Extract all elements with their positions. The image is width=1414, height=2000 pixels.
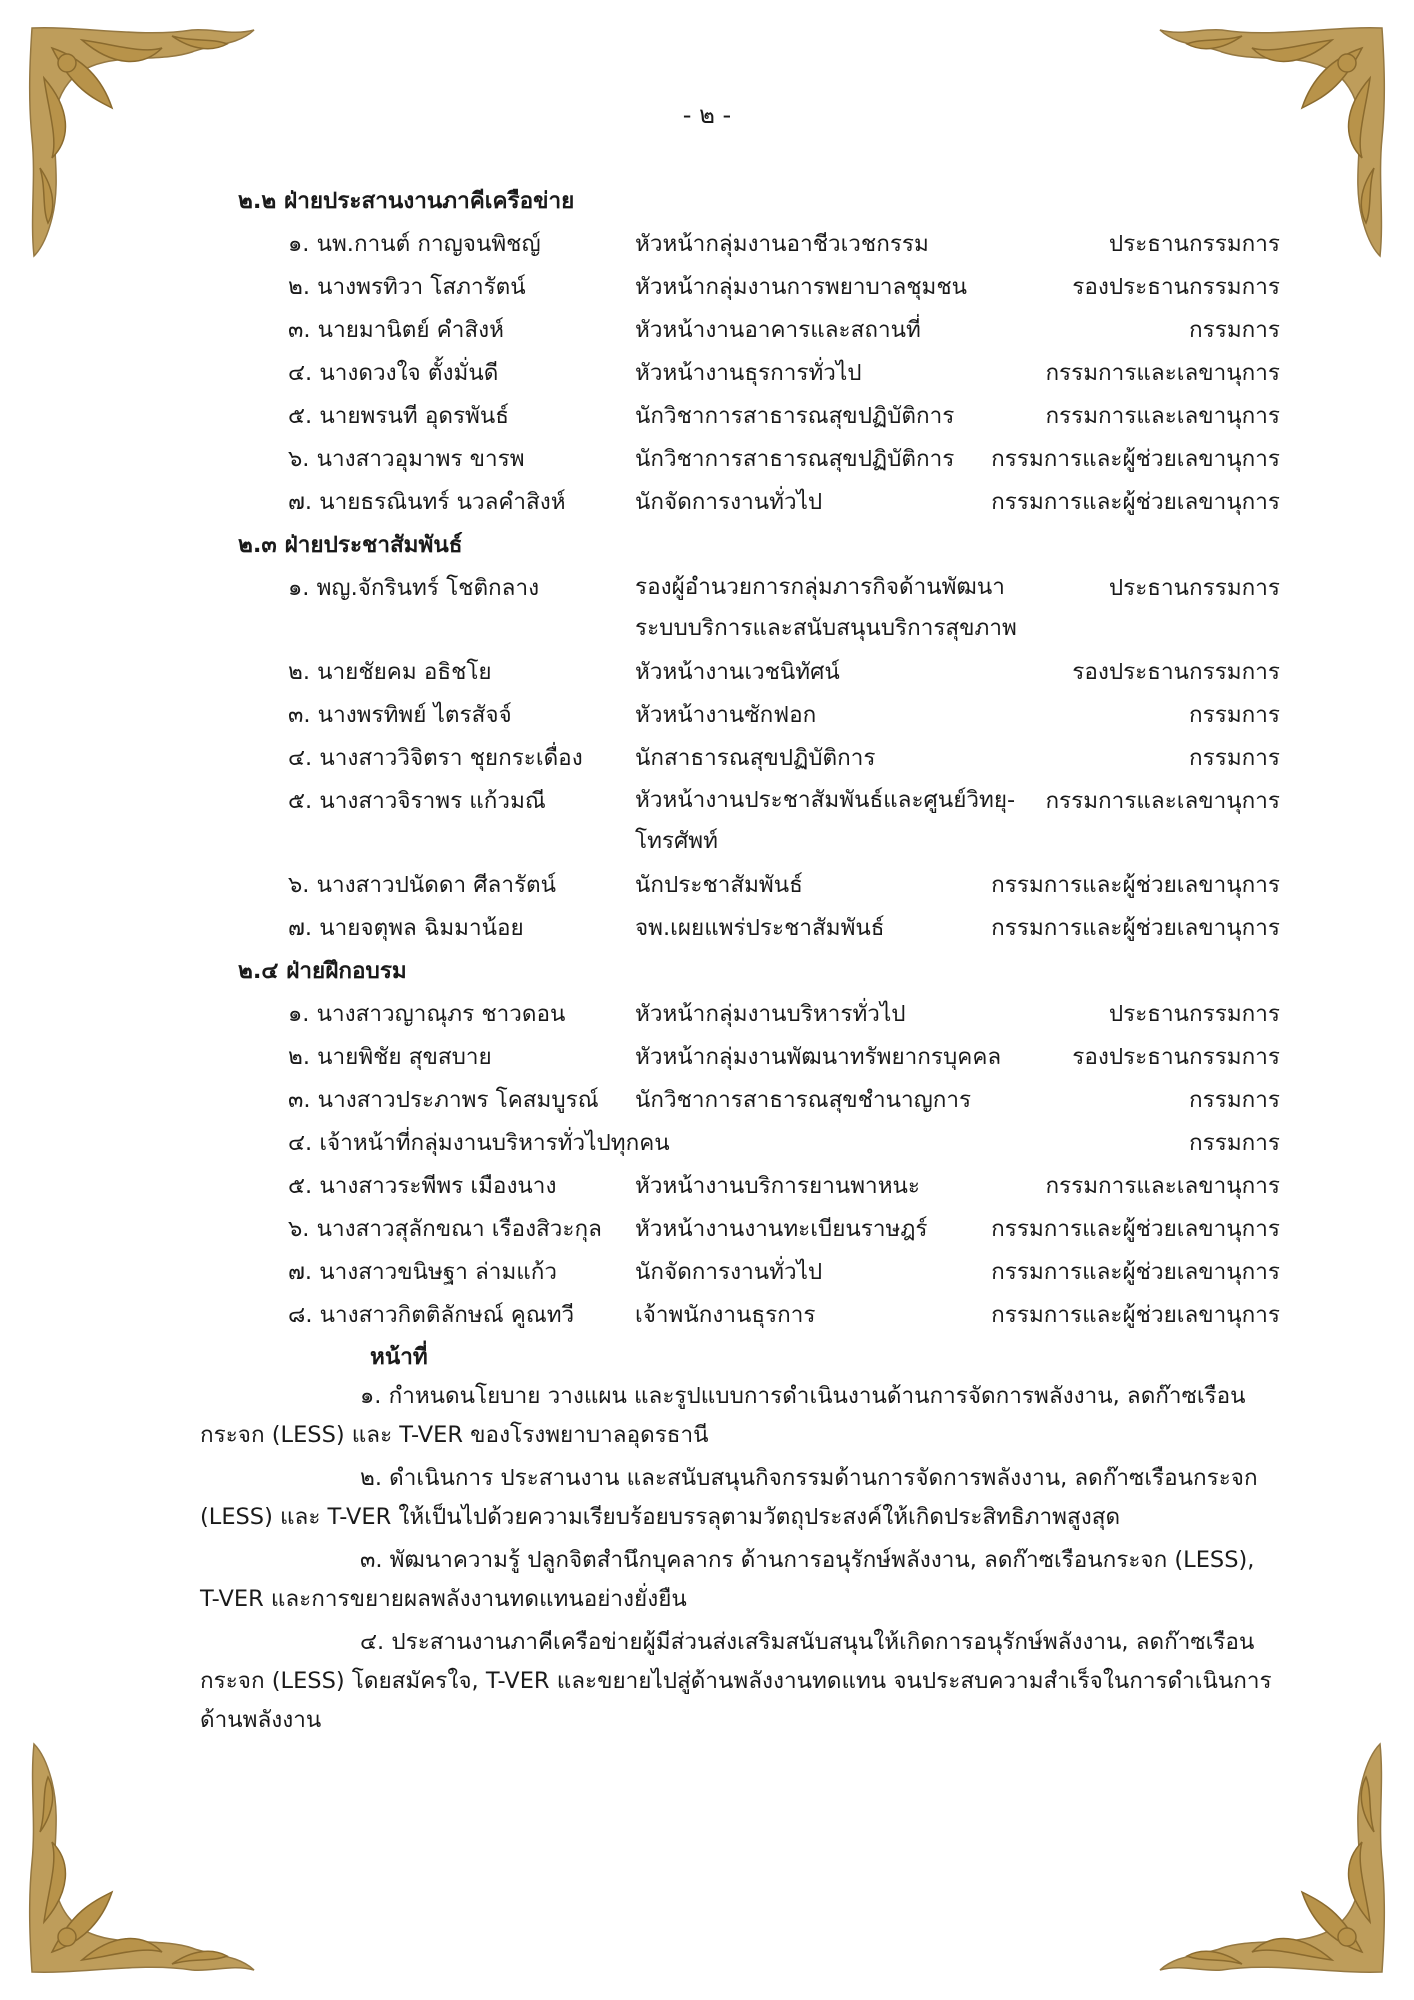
member-row (200, 737, 1280, 780)
member-name: ๖. นางสาวปนัดดา ศีลารัตน์ (288, 872, 557, 898)
member-row (200, 993, 1280, 1036)
duty-item: ๒. ดำเนินการ ประสานงาน และสนับสนุนกิจกรรมด้านการจัดการพลังงาน, ลดก๊าซเรือนกระจก (LESS) และ T-VER ให้เป็นไปด้วยความเรียบร้อยบรรลุตามวัตถุประสงค์ให้เกิดประสิทธิภาพสูงสุด (200, 1465, 1258, 1530)
member-position: เจ้าพนักงานธุรการ (635, 1302, 816, 1328)
member-name: ๕. นายพรนที อุดรพันธ์ (288, 403, 509, 429)
member-position: หัวหน้างานประชาสัมพันธ์และศูนย์วิทยุ-โทรศัพท์ (635, 787, 1016, 854)
duty-item: ๑. กำหนดนโยบาย วางแผน และรูปแบบการดำเนินงานด้านการจัดการพลังงาน, ลดก๊าซเรือนกระจก (LESS) และ T-VER ของโรงพยาบาลอุดรธานี (200, 1383, 1246, 1448)
member-name: ๗. นายธรณินทร์ นวลคำสิงห์ (288, 489, 566, 515)
member-row (200, 438, 1280, 481)
corner-ornament-icon (22, 1732, 272, 1982)
member-position: นักสาธารณสุขปฏิบัติการ (635, 745, 876, 771)
member-position: หัวหน้ากลุ่มงานบริหารทั่วไป (635, 1001, 906, 1027)
member-role: ประธานกรรมการ (1108, 1001, 1280, 1027)
member-position: นักวิชาการสาธารณสุขปฏิบัติการ (635, 403, 955, 429)
member-role: กรรมการและเลขานุการ (1045, 403, 1280, 429)
section-title: ๒.๔ ฝ่ายฝึกอบรม (238, 958, 407, 984)
member-position: หัวหน้างานอาคารและสถานที่ (635, 317, 921, 343)
member-name: ๑. นางสาวญาณุภร ชาวดอน (288, 1001, 566, 1027)
member-name: ๒. นางพรทิวา โสภารัตน์ (288, 274, 526, 300)
member-role: กรรมการและเลขานุการ (1045, 1173, 1280, 1199)
member-row (200, 266, 1280, 309)
member-name: ๗. นายจตุพล ฉิมมาน้อย (288, 915, 524, 941)
member-role: กรรมการและผู้ช่วยเลขานุการ (991, 1259, 1280, 1285)
member-role: กรรมการ (1189, 745, 1280, 771)
member-name: ๖. นางสาวอุมาพร ขารพ (288, 446, 525, 472)
member-position: หัวหน้างานบริการยานพาหนะ (635, 1173, 920, 1199)
duties-heading: หน้าที่ (370, 1344, 428, 1370)
member-role: กรรมการ (1189, 317, 1280, 343)
member-name: ๔. นางดวงใจ ตั้งมั่นดี (288, 360, 499, 386)
member-position: หัวหน้ากลุ่มงานการพยาบาลชุมชน (635, 274, 968, 300)
member-row (200, 1036, 1280, 1079)
member-position: หัวหน้ากลุ่มงานอาชีวเวชกรรม (635, 231, 929, 257)
member-name: ๔. เจ้าหน้าที่กลุ่มงานบริหารทั่วไปทุกคน (288, 1130, 670, 1156)
member-role: กรรมการและผู้ช่วยเลขานุการ (991, 489, 1280, 515)
member-row (200, 651, 1280, 694)
member-row (200, 694, 1280, 737)
member-role: ประธานกรรมการ (1108, 575, 1280, 601)
member-position: หัวหน้างานธุรการทั่วไป (635, 360, 862, 386)
corner-ornament-icon (1142, 1732, 1392, 1982)
member-position: นักวิชาการสาธารณสุขปฏิบัติการ (635, 446, 955, 472)
member-row (200, 907, 1280, 950)
member-role: รองประธานกรรมการ (1072, 659, 1280, 685)
member-name: ๗. นางสาวขนิษฐา ล่ามแก้ว (288, 1259, 558, 1285)
member-name: ๘. นางสาวกิตติลักษณ์ คูณทวี (288, 1302, 575, 1328)
member-role: กรรมการ (1189, 1087, 1280, 1113)
member-position: นักจัดการงานทั่วไป (635, 1259, 823, 1285)
member-role: กรรมการและผู้ช่วยเลขานุการ (991, 1216, 1280, 1242)
duty-item: ๔. ประสานงานภาคีเครือข่ายผู้มีส่วนส่งเสริมสนับสนุนให้เกิดการอนุรักษ์พลังงาน, ลดก๊าซเรือนกระจก (LESS) โดยสมัครใจ, T-VER และขยายไปสู่ด้านพลังงานทดแทน จนประสบความสำเร็จในการดำเนินการด้านพลังงาน (200, 1629, 1272, 1733)
member-role: กรรมการ (1189, 702, 1280, 728)
document-body (200, 180, 1280, 1740)
member-position: รองผู้อำนวยการกลุ่มภารกิจด้านพัฒนาระบบบริการและสนับสนุนบริการสุขภาพ (635, 574, 1017, 641)
member-name: ๕. นางสาวจิราพร แก้วมณี (288, 788, 546, 814)
member-role: กรรมการ (1189, 1130, 1280, 1156)
member-role: กรรมการและผู้ช่วยเลขานุการ (991, 1302, 1280, 1328)
member-position: หัวหน้างานซักฟอก (635, 702, 817, 728)
member-row (200, 1079, 1280, 1122)
member-row (200, 1165, 1280, 1208)
member-position: หัวหน้างานงานทะเบียนราษฎร์ (635, 1216, 928, 1242)
section-title: ๒.๒ ฝ่ายประสานงานภาคีเครือข่าย (238, 188, 575, 214)
member-row (200, 1208, 1280, 1251)
member-row (200, 1251, 1280, 1294)
member-row (200, 1294, 1280, 1337)
member-name: ๓. นางสาวประภาพร โคสมบูรณ์ (288, 1087, 599, 1113)
member-name: ๒. นายพิชัย สุขสบาย (288, 1044, 492, 1070)
member-row (200, 567, 1280, 651)
member-row (200, 309, 1280, 352)
member-name: ๒. นายชัยคม อธิชโย (288, 659, 492, 685)
member-name: ๑. นพ.กานต์ กาญจนพิชญ์ (288, 231, 541, 257)
duty-item: ๓. พัฒนาความรู้ ปลูกจิตสำนึกบุคลากร ด้านการอนุรักษ์พลังงาน, ลดก๊าซเรือนกระจก (LESS), T-VER และการขยายผลพลังงานทดแทนอย่างยั่งยืน (200, 1547, 1255, 1612)
member-row (200, 864, 1280, 907)
member-row (200, 780, 1280, 864)
member-role: รองประธานกรรมการ (1072, 274, 1280, 300)
member-row (200, 481, 1280, 524)
member-row (200, 1122, 1280, 1165)
member-name: ๓. นายมานิตย์ คำสิงห์ (288, 317, 504, 343)
member-name: ๔. นางสาววิจิตรา ชุยกระเดื่อง (288, 745, 583, 771)
member-row (200, 223, 1280, 266)
member-name: ๖. นางสาวสุลักขณา เรืองสิวะกุล (288, 1216, 602, 1242)
member-name: ๕. นางสาวระพีพร เมืองนาง (288, 1173, 557, 1199)
member-role: กรรมการและเลขานุการ (1045, 360, 1280, 386)
member-position: หัวหน้างานเวชนิทัศน์ (635, 659, 840, 685)
member-role: รองประธานกรรมการ (1072, 1044, 1280, 1070)
page-number: - ๒ - (682, 101, 732, 129)
member-row (200, 352, 1280, 395)
member-position: นักวิชาการสาธารณสุขชำนาญการ (635, 1087, 972, 1113)
member-position: นักจัดการงานทั่วไป (635, 489, 823, 515)
member-role: กรรมการและผู้ช่วยเลขานุการ (991, 872, 1280, 898)
member-position: นักประชาสัมพันธ์ (635, 872, 803, 898)
duties-list (200, 1377, 1280, 1740)
member-row (200, 395, 1280, 438)
member-role: กรรมการและเลขานุการ (1045, 788, 1280, 814)
member-role: กรรมการและผู้ช่วยเลขานุการ (991, 446, 1280, 472)
member-name: ๑. พญ.จักรินทร์ โชติกลาง (288, 575, 540, 601)
member-role: ประธานกรรมการ (1108, 231, 1280, 257)
member-position: จพ.เผยแพร่ประชาสัมพันธ์ (635, 915, 885, 941)
member-name: ๓. นางพรทิพย์ ไตรสัจจ์ (288, 702, 512, 728)
member-role: กรรมการและผู้ช่วยเลขานุการ (991, 915, 1280, 941)
section-title: ๒.๓ ฝ่ายประชาสัมพันธ์ (238, 532, 463, 558)
member-position: หัวหน้ากลุ่มงานพัฒนาทรัพยากรบุคคล (635, 1044, 1002, 1070)
